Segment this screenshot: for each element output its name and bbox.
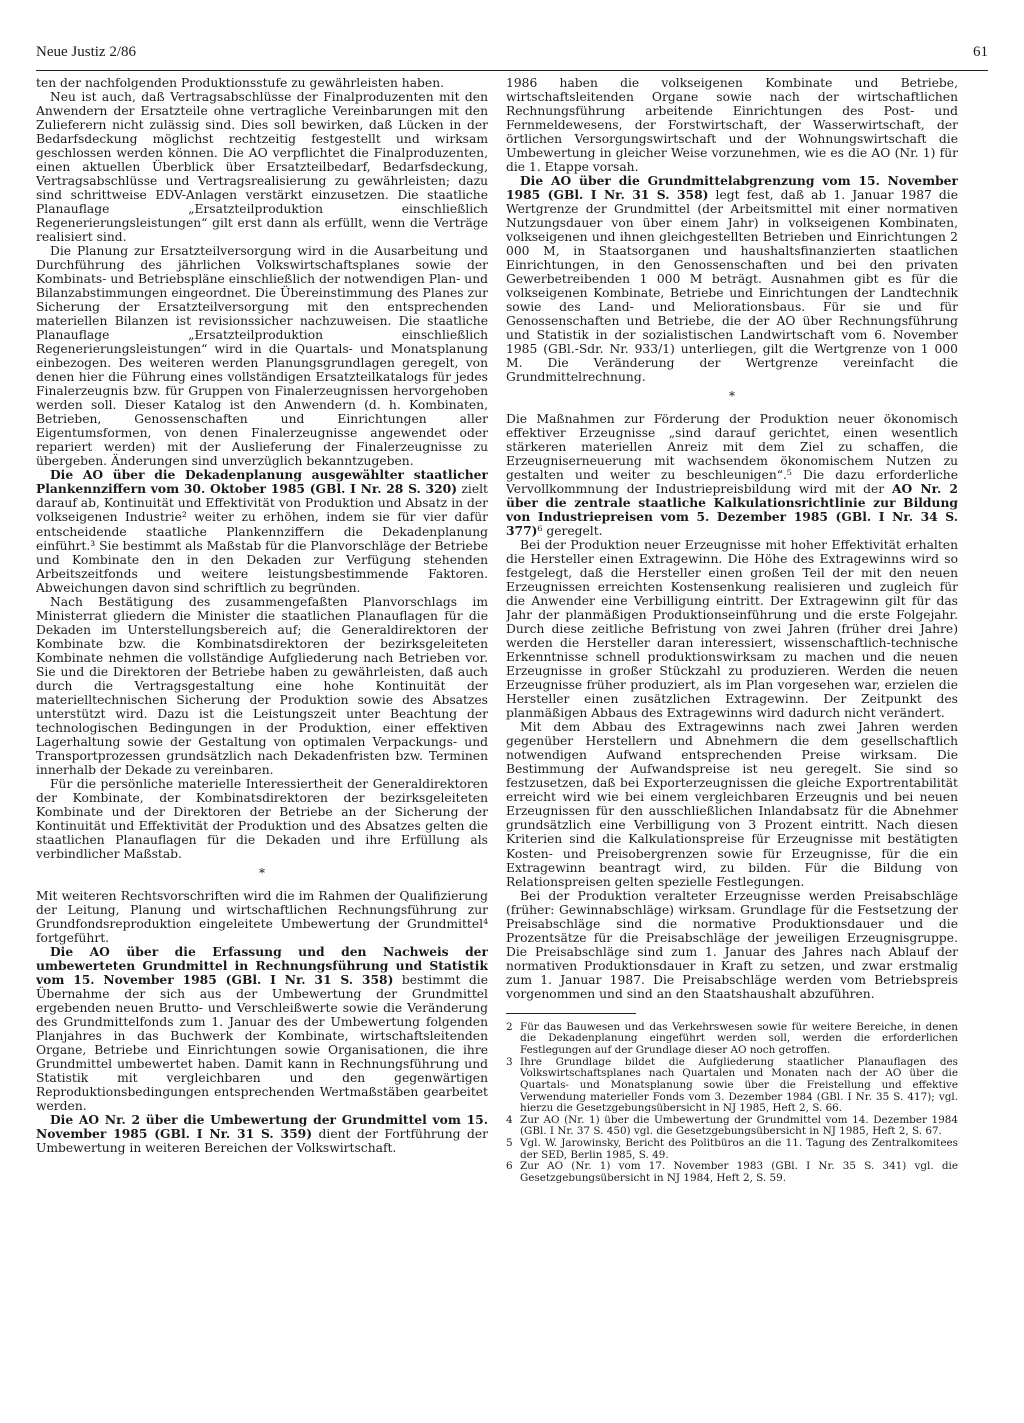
paragraph: Mit weiteren Rechtsvorschriften wird die im Rahmen der Qualifizierung der Leitung, Planung und wirtschaftlichen Rechnungsführung zur Grundfondsreproduktion eingeleitete Umbewertung der Grundmittel⁴ fortgeführt. [36, 888, 488, 945]
footnote [506, 1138, 958, 1161]
left-column [36, 76, 488, 1406]
paragraph: Bei der Produktion veralteter Erzeugnisse werden Preisabschläge (früher: Gewinnabschläge) wirksam. Grundlage für die Festsetzung der Preisabschläge sind die normative Produktionsdauer und die Prozentsätze für die Preisabschläge der jeweiligen Erzeugnisgruppe. Die Preisabschläge sind zum 1. Januar des Jahres nach Ablauf der normativen Produktionsdauer in Kraft zu setzen, und zwar erstmalig zum 1. Januar 1987. Die Preisabschläge werden vom Betriebspreis vorgenommen und sind an den Staatshaushalt abzuführen. [506, 888, 958, 1001]
paragraph-umbewertung [36, 1113, 488, 1155]
footnote-rule [506, 1013, 636, 1014]
regulation-title: Die AO über die Grundmittelabgrenzung vom 15. November 1985 (GBl. I Nr. 31 S. 358) [506, 173, 958, 203]
paragraph-dekadenplanung [36, 468, 488, 594]
footnote-text: Zur AO (Nr. 1) vom 17. November 1983 (GBl. I Nr. 35 S. 341) vgl. die Gesetzgebungsübersicht in NJ 1984, Heft 2, S. 59. [520, 1160, 958, 1184]
paragraph-text: dient der Fortführung der Umbewertung in weiteren Bereichen der Volkswirtschaft. [36, 1126, 488, 1155]
paragraph: 1986 haben die volkseigenen Kombinate und Betriebe, wirtschaftsleitenden Organe sowie nach der wirtschaftlichen Rechnungsführung arbeitende Einrichtungen des Post- und Fernmeldewesens, der Forstwirtschaft, der Wasserwirtschaft, der örtlichen Versorgungswirtschaft und der Wohnungswirtschaft die Umbewertung in gleicher Weise vorzunehmen, wie es die AO (Nr. 1) für die 1. Etappe vorsah. [506, 76, 958, 175]
footnote-text: Für das Bauwesen und das Verkehrswesen sowie für weitere Bereiche, in denen die Dekadenplanung eingeführt werden soll, werden die erforderlichen Festlegungen auf der Grundlage dieser AO noch getroffen. [520, 1020, 958, 1056]
journal-title: Neue Justiz 2/86 [36, 44, 136, 60]
paragraph-text: zielt darauf ab, Kontinuität und Effektivität von Produktion und Absatz in der volkseigenen Industrie² weiter zu erhöhen, indem sie für vier dafür entscheidende staatliche Plankennziffern die Dekadenplanung einführt.³ Sie bestimmt als Maßstab für die Planvorschläge der Betriebe und Kombinate den in den Dekaden zur Verfügung stehenden Arbeitszeitfonds und weitere leistungsbestimmende Faktoren. Abweichungen davon sind schriftlich zu begründen. [36, 482, 488, 595]
page-header [36, 44, 988, 66]
footnote [506, 1161, 958, 1184]
right-column [506, 76, 958, 1406]
paragraph: Nach Bestätigung des zusammengefaßten Planvorschlags im Ministerrat gliedern die Minister die staatlichen Planauflagen für die Dekaden im Unterstellungsbereich auf; die Generaldirektoren der Kombinate bzw. die Kombinatsdirektoren der bezirksgeleiteten Kombinate nehmen die vollständige Aufgliederung nach Betrieben vor. Sie und die Direktoren der Betriebe haben zu gewährleisten, daß auch durch die Vertragsgestaltung eine hohe Kontinuität der materielltechnischen Sicherung der Produktion sowie des Absatzes unterstützt wird. Dazu ist die Leistungszeit unter Beachtung der technologischen Bedingungen in der Produktion, einer effektiven Lagerhaltung sowie der Gestaltung von optimalen Verpackungs- und Transportprozessen grundsätzlich nach Dekadenfristen bzw. Terminen innerhalb der Dekade zu vereinbaren. [36, 594, 488, 777]
paragraph-text: legt fest, daß ab 1. Januar 1987 die Wertgrenze der Grundmittel (der Arbeitsmittel mit einer normativen Nutzungsdauer von über einem Jahr) in volkseigenen Kombinaten, volkseigenen und ihnen gleichgestellten Betrieben und Einrichtungen 2 000 M, in Staatsorganen und haushaltsfinanzierten staatlichen Einrichtungen, in den Genossenschaften und bei den privaten Gewerbetreibenden 1 000 M beträgt. Ausnahmen gibt es für die volkseigenen Kombinate, Betriebe und Einrichtungen der Landtechnik sowie des Land- und Meliorationsbaus. Für sie und für Genossenschaften und Betriebe, die der AO über Rechnungsführung und Statistik in der sozialistischen Landwirtschaft vom 6. November 1985 (GBl.-Sdr. Nr. 933/1) unterliegen, gilt die Wertgrenze von 1 000 M. Die Veränderung der Wertgrenze vereinfacht die Grundmittelrechnung. [506, 188, 958, 385]
paragraph: ten der nachfolgenden Produktionsstufe zu gewährleisten haben. [36, 76, 445, 90]
paragraph-text: bestimmt die Übernahme der sich aus der Umbewertung der Grundmittel ergebenden neuen Brutto- und Verschleißwerte sowie die Veränderung des Grundmittelfonds zum 1. Januar des der Umbewertung folgenden Planjahres in das Buchwerk der Kombinate, wirtschaftsleitenden Organe, Betriebe und Einrichtungen sowie Organisationen, die ihre Grundmittel umbewertet haben. Damit kann in Rechnungsführung und Statistik mit vergleichbaren und den gegenwärtigen Reproduktionsbedingungen entsprechenden Wertmaßstäben gearbeitet werden. [36, 972, 488, 1113]
page-number: 61 [973, 44, 988, 60]
footnote [506, 1115, 958, 1138]
footnote [506, 1022, 958, 1057]
footnote-text: Vgl. W. Jarowinsky, Bericht des Politbüros an die 11. Tagung des Zentralkomitees der SED, Berlin 1985, S. 49. [520, 1137, 958, 1161]
footnote-number: 3 [506, 1055, 513, 1068]
paragraph-grundmittelabgrenzung [506, 174, 958, 384]
footnotes [506, 1022, 958, 1185]
footnote-text: Zur AO (Nr. 1) über die Umbewertung der Grundmittel vom 14. Dezember 1984 (GBl. I Nr. 37 S. 450) vgl. die Gesetzgebungsübersicht in NJ 1985, Heft 2, S. 67. [520, 1113, 958, 1138]
paragraph: Bei der Produktion neuer Erzeugnisse mit hoher Effektivität erhalten die Hersteller einen Extragewinn. Die Höhe des Extragewinns wird so festgelegt, daß die Hersteller einen großen Teil der mit den neuen Erzeugnissen erreichten Kostensenkung realisieren und zugleich für die Anwender eine Verbilligung eintritt. Der Extragewinn gilt für das Jahr der planmäßigen Produktionseinführung und die erste Folgejahr. Durch diese zeitliche Befristung von zwei Jahren (früher drei Jahre) werden die Hersteller daran interessiert, wissenschaftlich-technische Erkenntnisse schnell produktionswirksam zu machen und die neuen Erzeugnisse in großer Stückzahl zu produzieren. Werden die neuen Erzeugnisse früher produziert, als im Plan vorgesehen war, erzielen die Hersteller einen zusätzlichen Extragewinn. Der Zeitpunkt des planmäßigen Abbaus des Extragewinns wird dadurch nicht verändert. [506, 538, 958, 721]
paragraph-text: Die Maßnahmen zur Förderung der Produktion neuer ökonomisch effektiver Erzeugnisse „sind darauf gerichtet, einen wesentlich stärkeren materiellen Anreiz mit dem Ziel zu schaffen, die Erzeugniserneuerung mit wachsendem ökonomischem Nutzen zu gestalten und weiter zu beschleunigen“.⁵ Die dazu erforderliche Vervollkommnung der Industriepreisbildung wird mit der [506, 412, 958, 497]
paragraph-erfassung [36, 945, 488, 1113]
paragraph: Für die persönliche materielle Interessiertheit der Generaldirektoren der Kombinate, der Kombinatsdirektoren der bezirksgeleiteten Kombinate und der Direktoren der Betriebe an der Sicherung der Kontinuität und Effektivität der Produktion und des Absatzes gelten die staatlichen Planauflagen für die Dekaden und ihre Erfüllung als verbindlicher Maßstab. [36, 776, 488, 861]
footnote-text: Ihre Grundlage bildet die Aufgliederung staatlicher Planauflagen des Volkswirtschaftsplanes nach Quartalen und Monaten nach der AO über die Quartals- und Monatsplanung sowie über die Freistellung und effektive Verwendung materieller Fonds vom 3. Dezember 1984 (GBl. I Nr. 35 S. 417); vgl. hierzu die Gesetzgebungsübersicht in NJ 1985, Heft 2, S. 66. [520, 1055, 958, 1115]
section-separator: * [259, 865, 265, 880]
paragraph-preisbildung [506, 412, 958, 538]
footnote-number: 5 [506, 1137, 513, 1150]
footnote-number: 2 [506, 1020, 513, 1033]
regulation-title: Die AO über die Erfassung und den Nachweis der umbewerteten Grundmittel in Rechnungsführung und Statistik vom 15. November 1985 (GBl. I Nr. 31 S. 358) [36, 943, 488, 987]
paragraph: Mit dem Abbau des Extragewinns nach zwei Jahren werden gegenüber Herstellern und Abnehmern die dem gesellschaftlich notwendigen Aufwand entsprechenden Preise wirksam. Die Bestimmung der Aufwandspreise ist neu geregelt. Sie sind so festzusetzen, daß bei Exporterzeugnissen die gleiche Exportrentabilität erreicht wird wie bei einem vergleichbaren Erzeugnis und bei neuen Erzeugnissen für den ausschließlichen Inlandabsatz für die Abnehmer grundsätzlich eine Verbilligung von 3 Prozent eintritt. Nach diesen Kriterien sind die Kalkulationspreise für Erzeugnisse mit bestätigten Kosten- und Preisobergrenzen sowie für Erzeugnisse, für die ein Extragewinn beantragt wird, zu bilden. Für die Bildung von Relationspreisen gelten spezielle Festlegungen. [506, 720, 958, 889]
regulation-title: Die AO über die Dekadenplanung ausgewählter staatlicher Plankennziffern vom 30. Oktober 1985 (GBl. I Nr. 28 S. 320) [36, 467, 488, 497]
footnote [506, 1057, 958, 1115]
footnote-number: 4 [506, 1113, 513, 1126]
footnote-number: 6 [506, 1160, 513, 1173]
paragraph-text: ⁶ geregelt. [537, 524, 603, 539]
paragraph: Die Planung zur Ersatzteilversorgung wird in die Ausarbeitung und Durchführung des jährlichen Volkswirtschaftsplanes sowie der Kombinats- und Betriebspläne einschließlich der notwendigen Plan- und Bilanzabstimmungen eingeordnet. Die Übereinstimmung des Planes zur Sicherung der Ersatzteilversorgung mit den entsprechenden materiellen Bilanzen ist revisionssicher nachzuweisen. Die staatliche Planauflage „Ersatzteilproduktion einschließlich Regenerierungsleistungen“ wird in die Quartals- und Monatsplanung einbezogen. Des weiteren werden Planungsgrundlagen geregelt, von denen hier die Führung eines vollständigen Ersatzteilkatalogs für jedes Finalerzeugnis bzw. für Gruppen von Finalerzeugnissen hervorgehoben werden soll. Dieser Katalog ist den Anwendern (d. h. Kombinaten, Betrieben, Genossenschaften und Einrichtungen aller Eigentumsformen, von denen Finalerzeugnisse angewendet oder repariert werden) mit der Auslieferung der Finalerzeugnisse zu übergeben. Änderungen sind unverzüglich bekanntzugeben. [36, 244, 488, 469]
regulation-title: AO Nr. 2 über die zentrale staatliche Kalkulationsrichtlinie zur Bildung von Industriepreisen vom 5. Dezember 1985 (GBl. I Nr. 34 S. 377) [506, 481, 958, 539]
header-rule [36, 70, 988, 71]
regulation-title: Die AO Nr. 2 über die Umbewertung der Grundmittel vom 15. November 1985 (GBl. I Nr. 31 S. 359) [36, 1111, 488, 1141]
paragraph: Neu ist auch, daß Vertragsabschlüsse der Finalproduzenten mit den Anwendern der Ersatzteile ohne vertragliche Vereinbarungen mit den Zulieferern nicht zulässig sind. Dies soll bewirken, daß Lücken in der Bedarfsdeckung möglichst rechtzeitig festgestellt und wirksam geschlossen werden können. Die AO verpflichtet die Finalproduzenten, einen aktuellen Überblick über Ersatzteilbedarf, Bedarfsdeckung, Vertragsabschlüsse und Vertragsrealisierung zu gewährleisten; dazu sind schrittweise EDV-Anlagen verstärkt einzusetzen. Die staatliche Planauflage „Ersatzteilproduktion einschließlich Regenerierungsleistungen“ gilt erst dann als erfüllt, wenn die Verträge realisiert sind. [36, 90, 488, 245]
section-separator: * [729, 389, 735, 404]
